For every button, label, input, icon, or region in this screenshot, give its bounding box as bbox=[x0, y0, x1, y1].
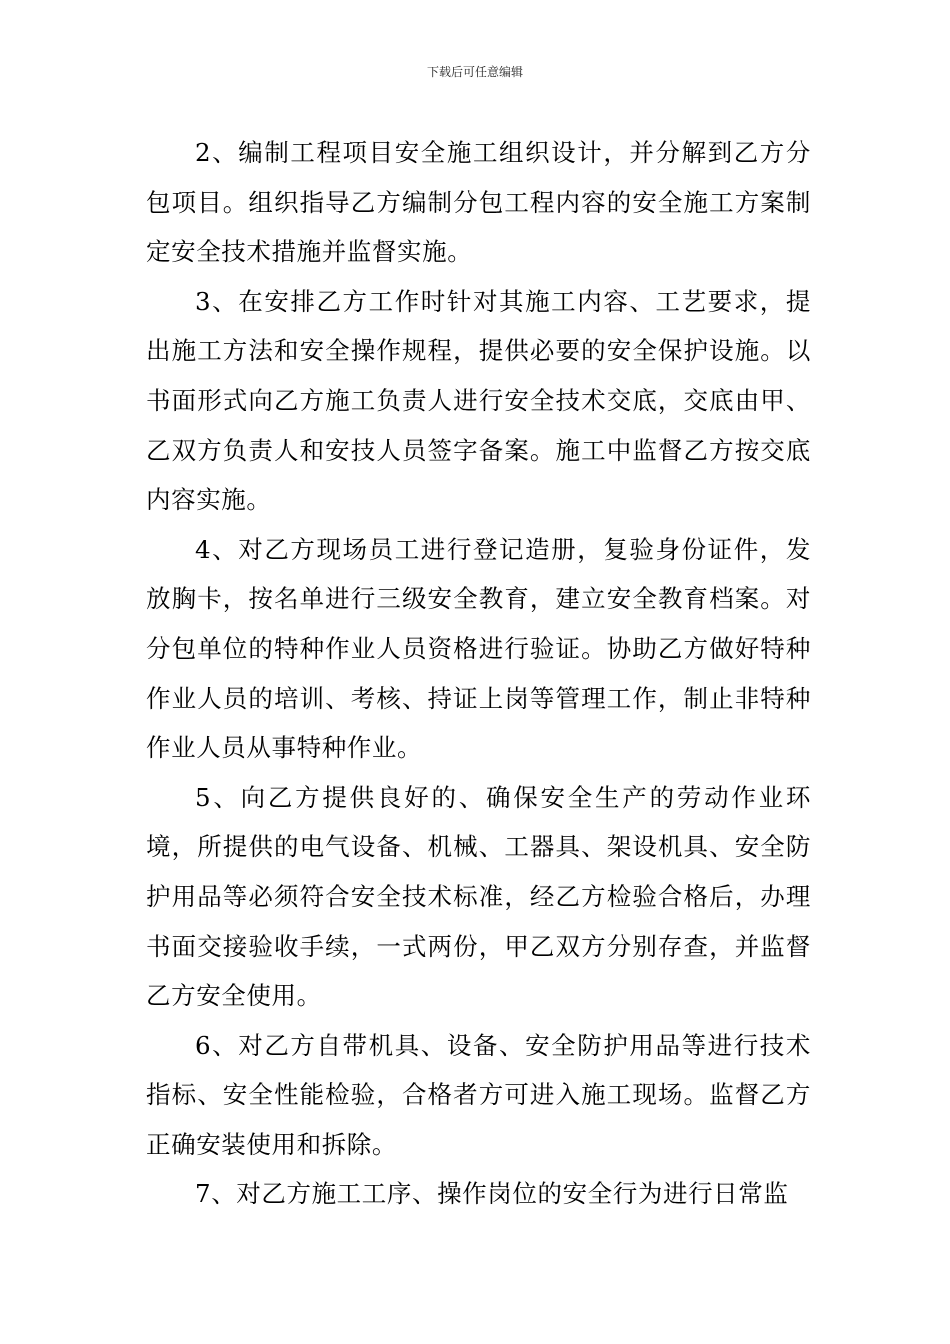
paragraph-item-6: 6、对乙方自带机具、设备、安全防护用品等进行技术指标、安全性能检验，合格者方可进入施工现场。监督乙方正确安装使用和拆除。 bbox=[146, 1030, 811, 1159]
document-body bbox=[146, 128, 811, 1219]
paragraph-item-5: 5、向乙方提供良好的、确保安全生产的劳动作业环境，所提供的电气设备、机械、工器具、架设机具、安全防护用品等必须符合安全技术标准，经乙方检验合格后，办理书面交接验收手续，一式两份，甲乙双方分别存查，并监督乙方安全使用。 bbox=[146, 782, 811, 1011]
paragraph-item-2: 2、编制工程项目安全施工组织设计，并分解到乙方分包项目。组织指导乙方编制分包工程内容的安全施工方案制定安全技术措施并监督实施。 bbox=[146, 138, 811, 267]
paragraph-item-3: 3、在安排乙方工作时针对其施工内容、工艺要求，提出施工方法和安全操作规程，提供必要的安全保护设施。以书面形式向乙方施工负责人进行安全技术交底，交底由甲、乙双方负责人和安技人员签字备案。施工中监督乙方按交底内容实施。 bbox=[146, 286, 811, 515]
paragraph-item-4: 4、对乙方现场员工进行登记造册，复验身份证件，发放胸卡，按名单进行三级安全教育，建立安全教育档案。对分包单位的特种作业人员资格进行验证。协助乙方做好特种作业人员的培训、考核、持证上岗等管理工作，制止非特种作业人员从事特种作业。 bbox=[146, 534, 811, 763]
page-header-note: 下载后可任意编辑 bbox=[426, 65, 523, 79]
paragraph-item-7: 7、对乙方施工工序、操作岗位的安全行为进行日常监 bbox=[195, 1179, 789, 1209]
